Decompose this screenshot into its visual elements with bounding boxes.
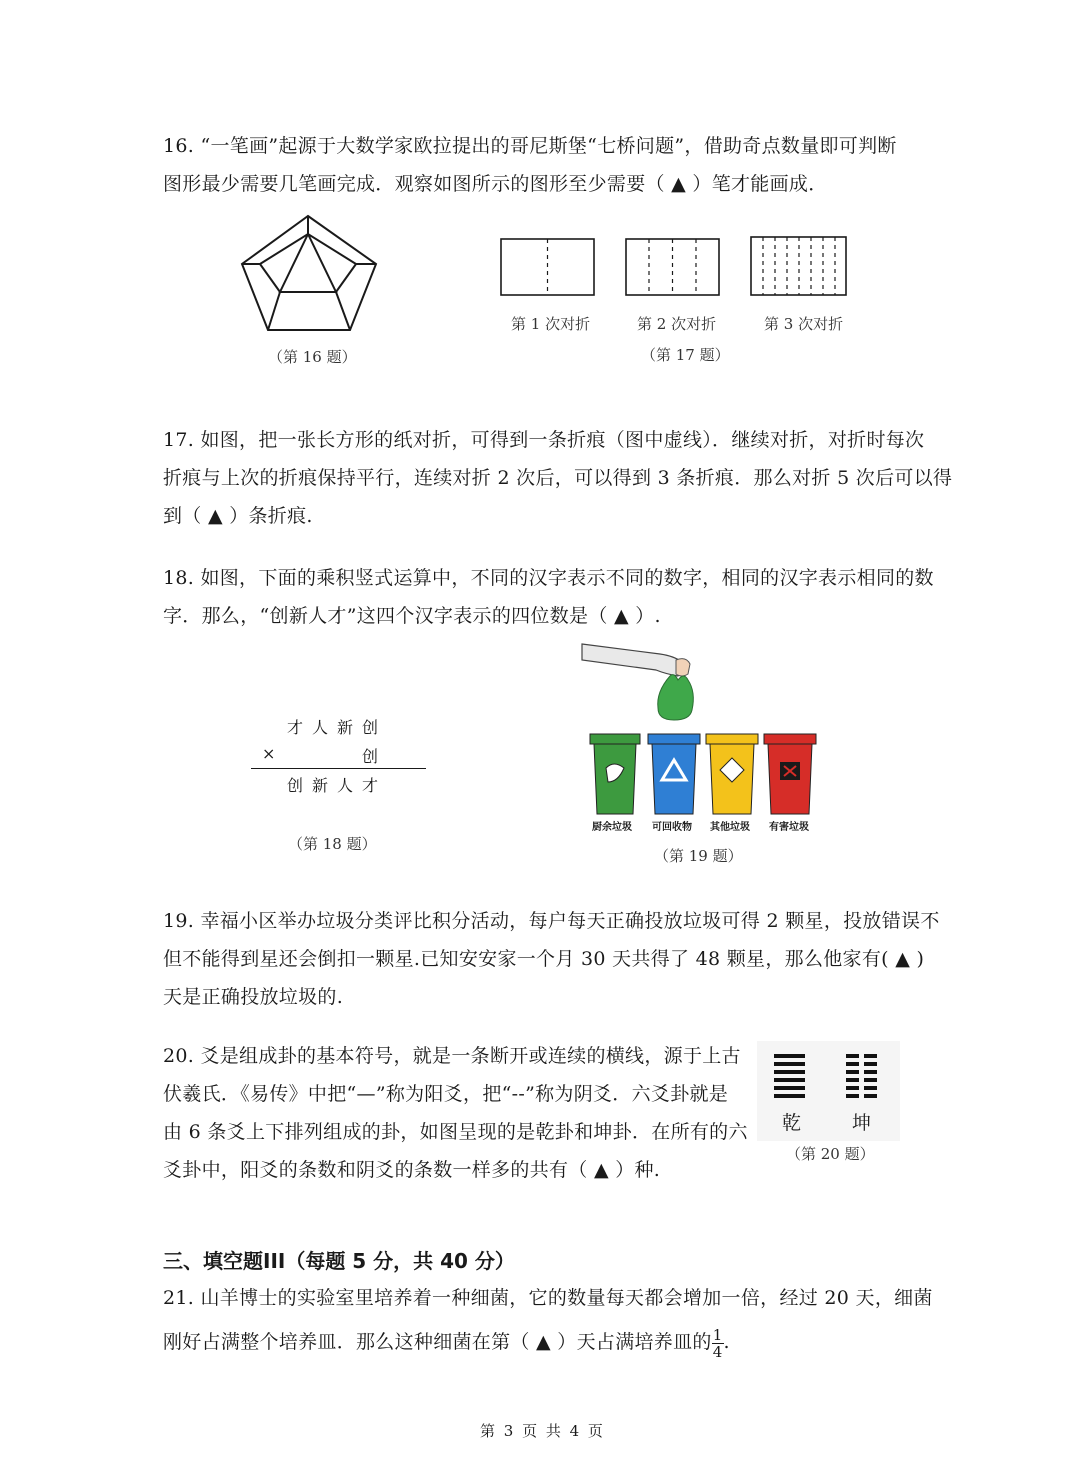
fold-3-figure: [750, 235, 848, 297]
q20-text: 20. 爻是组成卦的基本符号，就是一条断开或连续的横线，源于上古 伏羲氏．《易传》中把“—”称为阳爻，把“--”称为阴爻．六爻卦就是 由 6 条爻上下排列组成的卦，如图呈现的是乾卦和坤卦．在所有的六 爻卦中，阳爻的条数和阴爻的条数一样多的共有（ ▲ ）种.: [163, 1045, 748, 1181]
fold-3-label: 第 3 次对折: [764, 315, 844, 333]
q20-caption: （第 20 题）: [786, 1145, 875, 1163]
q19-text: 19. 幸福小区举办垃圾分类评比积分活动，每户每天正确投放垃圾可得 2 颗星，投放错误不 但不能得到星还会倒扣一颗星.已知安安家一个月 30 天共得了 48 颗星，那么他家有( ▲ ) 天是正确投放垃圾的.: [163, 910, 940, 1008]
bin-red: [764, 734, 816, 814]
q21-text: 21. 山羊博士的实验室里培养着一种细菌，它的数量每天都会增加一倍，经过 20 天，细菌 刚好占满整个培养皿．那么这种细菌在第（ ▲ ）天占满培养皿的 $\frac{1}{4}$ .: [163, 1287, 933, 1361]
arith-row1: 才人新创: [287, 718, 388, 737]
q19-caption: （第 19 题）: [654, 847, 743, 865]
q16-caption: （第 16 题）: [268, 348, 357, 366]
q17-text: 17. 如图，把一张长方形的纸对折，可得到一条折痕（图中虚线）．继续对折，对折时每次 折痕与上次的折痕保持平行，连续对折 2 次后，可以得到 3 条折痕．那么对折 5 次后可以得 到（ ▲ ）条折痕.: [163, 429, 953, 527]
arith-result: 创新人才: [287, 776, 388, 795]
inner-triangle: [280, 234, 336, 292]
arith-row2: 创: [362, 747, 388, 766]
fold-2-label: 第 2 次对折: [637, 315, 717, 333]
bin-label-recyclable: 可回收物: [652, 822, 692, 833]
fold-1-label: 第 1 次对折: [511, 315, 591, 333]
bin-yellow: [706, 734, 758, 814]
kun-label: 坤: [852, 1112, 872, 1134]
green-bag: [658, 675, 694, 720]
fold-1-figure: [500, 237, 596, 297]
q18-caption: （第 18 题）: [288, 835, 377, 853]
q16-text: 16. “一笔画”起源于大数学家欧拉提出的哥尼斯堡“七桥问题”，借助奇点数量即可判断 图形最少需要几笔画完成．观察如图所示的图形至少需要（ ▲ ）笔才能画成．: [163, 135, 897, 195]
qian-gua-icon: [774, 1052, 806, 1098]
bin-label-other: 其他垃圾: [710, 822, 750, 833]
fold-2-figure: [625, 237, 721, 297]
qian-label: 乾: [782, 1112, 802, 1134]
q18-text: 18. 如图，下面的乘积竖式运算中，不同的汉字表示不同的数字，相同的汉字表示相同的数 字．那么，“创新人才”这四个汉字表示的四位数是（ ▲ ）.: [163, 567, 934, 627]
garbage-illustration: [578, 640, 823, 835]
page-footer: 第 3 页 共 4 页: [480, 1422, 605, 1440]
arm-sleeve: [582, 644, 682, 676]
q21-line2: 刚好占满整个培养皿．那么这种细菌在第（ ▲ ）天占满培养皿的 $\frac{1}{4}$ .: [163, 1325, 730, 1361]
bin-label-food: 厨余垃圾: [592, 822, 632, 833]
kun-gua-icon: [846, 1052, 878, 1098]
hand: [676, 659, 690, 676]
times-sign: ×: [262, 744, 276, 763]
bin-green: [590, 734, 640, 814]
pentagon-figure: [236, 212, 386, 336]
q17-caption: （第 17 题）: [641, 346, 730, 364]
bin-label-hazardous: 有害垃圾: [769, 822, 809, 833]
section3-title: 三、填空题III（每题 5 分，共 40 分）: [163, 1249, 515, 1273]
bin-blue: [648, 734, 700, 814]
fraction-one-quarter: $\frac{1}{4}$: [712, 1325, 723, 1361]
arith-rule: [251, 768, 426, 769]
